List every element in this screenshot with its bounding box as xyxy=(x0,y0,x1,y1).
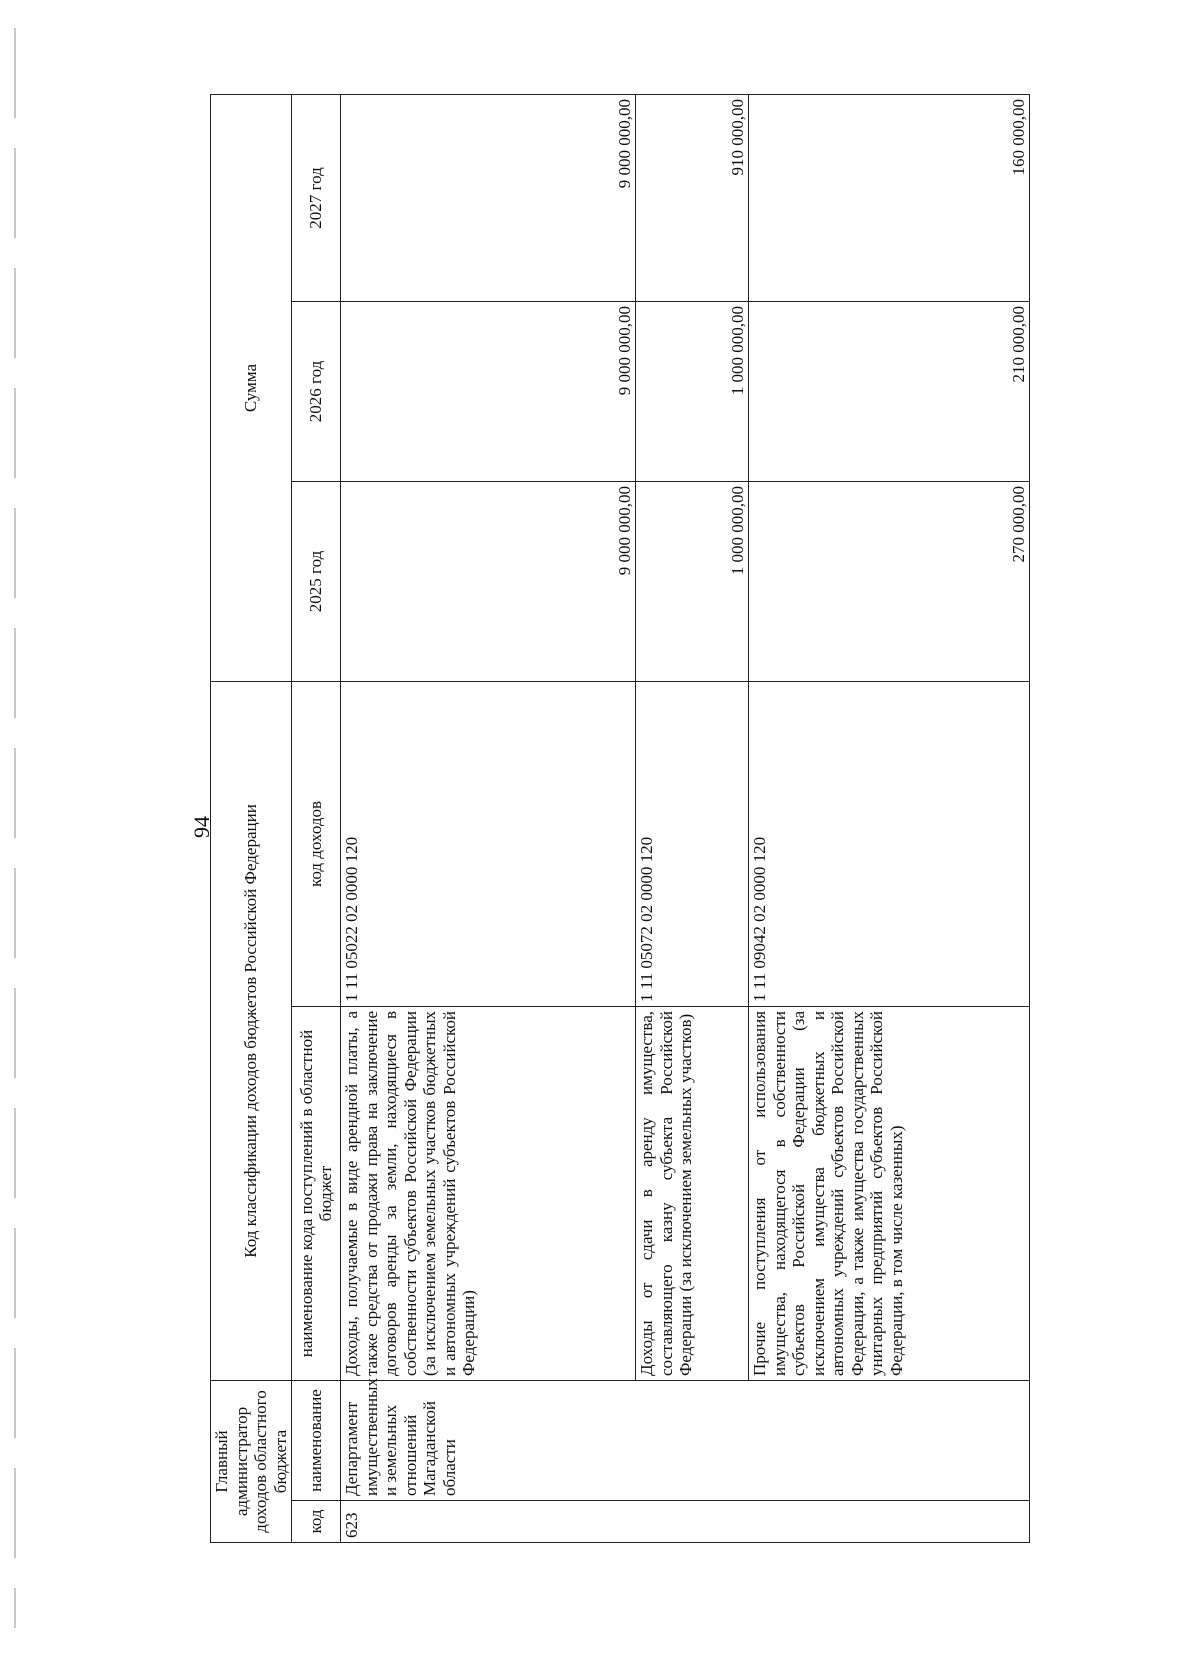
scan-edge-artifact xyxy=(14,28,16,1628)
header-sum: Сумма xyxy=(211,94,292,681)
header-income-code: код доходов xyxy=(292,681,341,1006)
table-row xyxy=(636,94,749,1542)
table-row xyxy=(749,94,1030,1542)
amount-2025-cell: 270 000,00 xyxy=(749,481,1030,681)
amount-2025-cell: 1 000 000,00 xyxy=(636,481,749,681)
header-administrator: Главный администратор доходов областного бюджета xyxy=(211,1381,292,1543)
header-classification: Код классификации доходов бюджетов Российской Федерации xyxy=(211,681,292,1380)
header-admin-code: код xyxy=(292,1501,341,1543)
amount-2026-cell: 9 000 000,00 xyxy=(341,301,636,481)
header-row-group xyxy=(211,94,292,1542)
rotated-table-frame xyxy=(210,95,1028,1543)
amount-2025-cell: 9 000 000,00 xyxy=(341,481,636,681)
page-number: 94 xyxy=(189,816,214,838)
amount-2027-cell: 910 000,00 xyxy=(636,94,749,301)
header-row-columns xyxy=(292,94,341,1542)
income-name-cell: Доходы от сдачи в аренду имущества, составляющего казну субъекта Российской Федерации (за исключением земельных участков) xyxy=(636,1007,749,1381)
header-year-2026: 2026 год xyxy=(292,301,341,481)
amount-2027-cell: 9 000 000,00 xyxy=(341,94,636,301)
budget-revenue-table xyxy=(210,94,1030,1543)
header-year-2025: 2025 год xyxy=(292,481,341,681)
income-name-cell: Прочие поступления от использования имущества, находящегося в собственности субъектов Российской Федерации (за исключением имущества бюджетных и автономных учреждений субъектов Российской Федерации, а также имущества государственных унитарных предприятий субъектов Российской Федерации, в том числе казенных) xyxy=(749,1007,1030,1381)
amount-2026-cell: 210 000,00 xyxy=(749,301,1030,481)
amount-2026-cell: 1 000 000,00 xyxy=(636,301,749,481)
landscape-page xyxy=(210,95,1028,1543)
income-code-cell: 1 11 09042 02 0000 120 xyxy=(749,681,1030,1006)
header-admin-name: наименование xyxy=(292,1381,341,1501)
header-income-name: наименование кода поступлений в областной бюджет xyxy=(292,1007,341,1381)
administrator-name: Департамент имущественных и земельных отношений Магаданской области xyxy=(341,1381,1030,1501)
amount-2027-cell: 160 000,00 xyxy=(749,94,1030,301)
income-code-cell: 1 11 05022 02 0000 120 xyxy=(341,681,636,1006)
table-row xyxy=(341,94,636,1542)
income-name-cell: Доходы, получаемые в виде арендной платы, а также средства от продажи права на заключение договоров аренды за земли, находящиеся в собственности субъектов Российской Федерации (за исключением земельных участков бюджетных и автономных учреждений субъектов Российской Федерации) xyxy=(341,1007,636,1381)
administrator-code: 623 xyxy=(341,1501,1030,1543)
income-code-cell: 1 11 05072 02 0000 120 xyxy=(636,681,749,1006)
header-year-2027: 2027 год xyxy=(292,94,341,301)
